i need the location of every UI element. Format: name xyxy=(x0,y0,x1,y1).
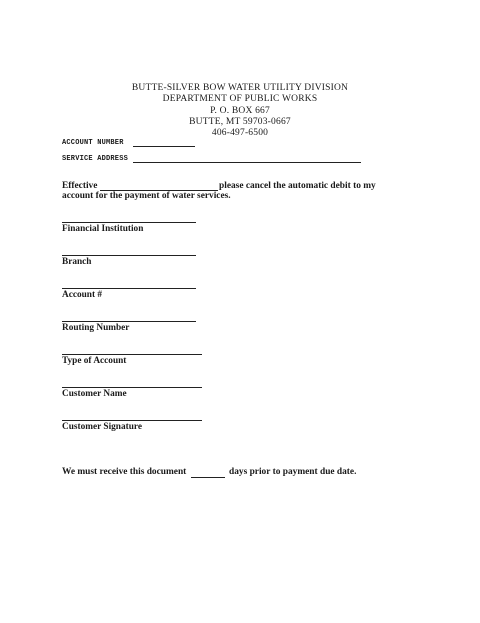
footer-text-end: days prior to payment due date. xyxy=(229,467,357,477)
routing-number-line[interactable] xyxy=(62,321,196,322)
financial-institution-label: Financial Institution xyxy=(62,224,144,234)
type-of-account-label: Type of Account xyxy=(62,356,127,366)
customer-name-label: Customer Name xyxy=(62,389,127,399)
service-address-label: SERVICE ADDRESS xyxy=(62,155,129,163)
routing-number-label: Routing Number xyxy=(62,323,130,333)
letterhead xyxy=(0,83,480,139)
customer-name-line[interactable] xyxy=(62,387,202,388)
branch-label: Branch xyxy=(62,257,92,267)
po-box: P. O. BOX 667 xyxy=(210,105,270,116)
department-name: DEPARTMENT OF PUBLIC WORKS xyxy=(162,94,318,105)
org-name: BUTTE-SILVER BOW WATER UTILITY DIVISION xyxy=(131,83,349,93)
service-address-line[interactable] xyxy=(133,162,361,163)
customer-signature-label: Customer Signature xyxy=(62,422,142,432)
branch-line[interactable] xyxy=(62,255,196,256)
account-number-label: ACCOUNT NUMBER xyxy=(62,139,124,147)
account-label: Account # xyxy=(62,290,103,300)
customer-signature-line[interactable] xyxy=(62,420,202,421)
city-state-zip: BUTTE, MT 59703-0667 xyxy=(189,116,291,127)
footer-text-start: We must receive this document xyxy=(62,467,187,477)
type-of-account-line[interactable] xyxy=(62,354,202,355)
effective-label: Effective xyxy=(62,181,98,191)
account-line[interactable] xyxy=(62,288,196,289)
effective-text-line2: account for the payment of water services. xyxy=(62,191,231,201)
effective-text: please cancel the automatic debit to my xyxy=(219,181,376,191)
account-number-line[interactable] xyxy=(133,146,195,147)
financial-institution-line[interactable] xyxy=(62,222,196,223)
phone-number: 406-497-6500 xyxy=(211,128,269,139)
days-blank-line[interactable] xyxy=(191,477,225,478)
